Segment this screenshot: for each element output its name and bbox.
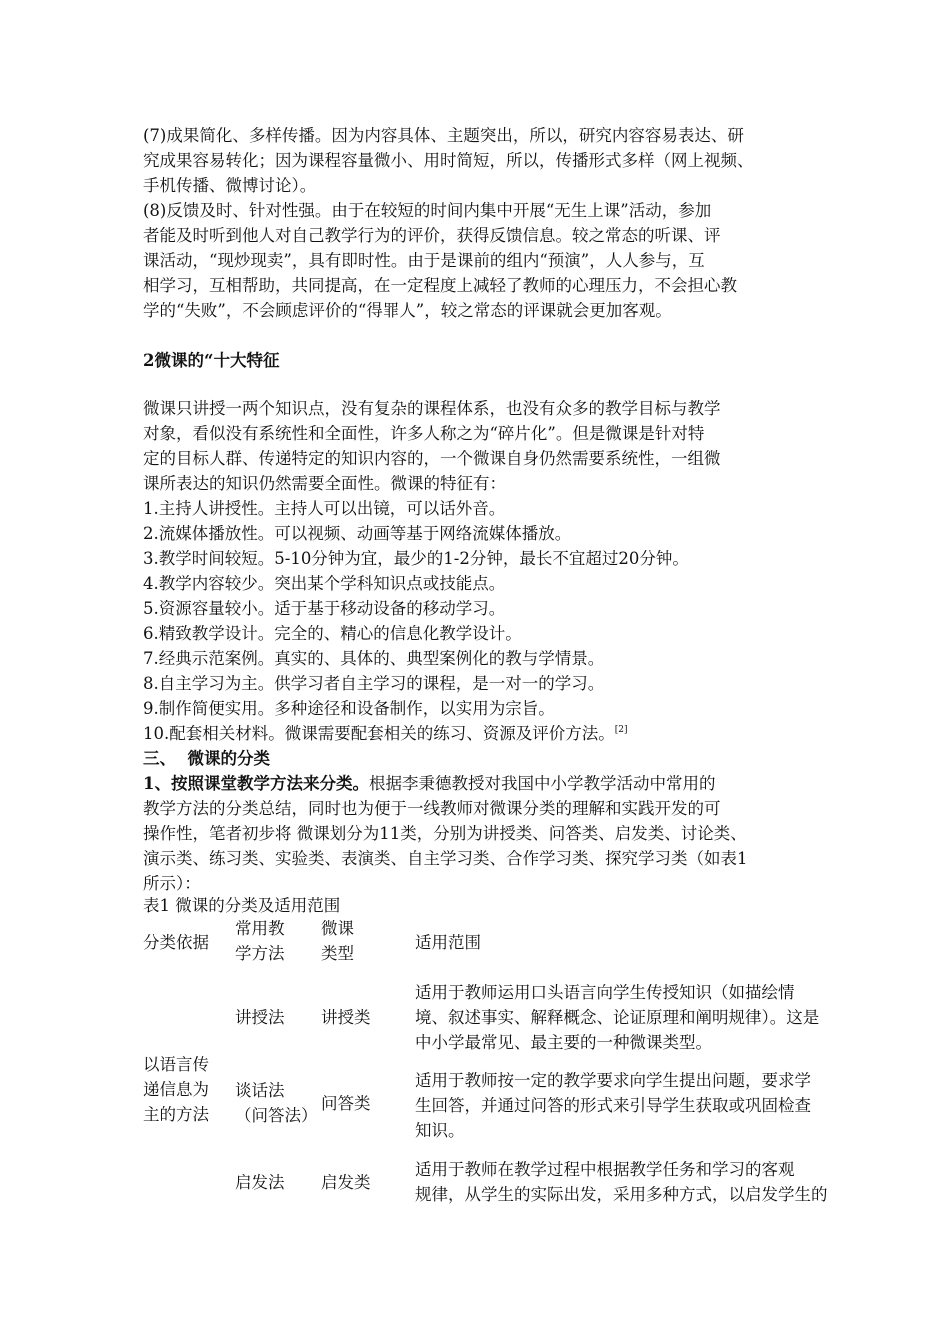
cell-line: 适用于教师在教学过程中根据教学任务和学习的客观	[415, 1160, 795, 1179]
text-line: 定的目标人群、传递特定的知识内容的，一个微课自身仍然需要系统性，一组微	[143, 449, 721, 468]
cell-line: 知识。	[415, 1121, 465, 1140]
table-row-method	[235, 1078, 318, 1128]
list-item: 5.资源容量较小。适于基于移动设备的移动学习。	[143, 599, 506, 618]
text-line: 演示类、练习类、实验类、表演类、自主学习类、合作学习类、探究学习类（如表1	[143, 849, 748, 868]
features-intro	[143, 396, 833, 496]
header-basis: 分类依据	[143, 933, 209, 952]
table-caption: 表1 微课的分类及适用范围	[143, 896, 341, 915]
paragraph-8	[143, 198, 833, 323]
table-row-scope	[415, 1068, 811, 1143]
header-line: 学方法	[235, 944, 285, 963]
section-heading-classification: 三、 微课的分类	[143, 749, 270, 768]
text-line: 手机传播、微博讨论）。	[143, 176, 317, 195]
cell-line: 生回答，并通过问答的形式来引导学生获取或巩固检查	[415, 1096, 811, 1115]
header-line: 常用教	[235, 919, 285, 938]
text-line: 教学方法的分类总结，同时也为便于一线教师对微课分类的理解和实践开发的可	[143, 799, 721, 818]
list-item: 3.教学时间较短。5-10分钟为宜，最少的1-2分钟，最长不宜超过20分钟。	[143, 549, 689, 568]
header-type	[321, 916, 354, 966]
features-list	[143, 496, 833, 746]
cell-line: 主的方法	[143, 1105, 209, 1124]
text-line: 对象，看似没有系统性和全面性，许多人称之为“碎片化”。但是微课是针对特	[143, 424, 705, 443]
text-span: 根据李秉德教授对我国中小学教学活动中常用的	[368, 774, 716, 793]
text-line: 学的“失败”，不会顾虑评价的“得罪人”，较之常态的评课就会更加客观。	[143, 301, 672, 320]
header-line: 微课	[321, 919, 354, 938]
list-item	[143, 721, 833, 746]
table-row-type: 讲授类	[321, 1008, 371, 1027]
text-line: 者能及时听到他人对自己教学行为的评价，获得反馈信息。较之常态的听课、评	[143, 226, 721, 245]
section-heading-features: 2微课的“十大特征	[143, 351, 280, 370]
table-row-scope	[415, 980, 819, 1055]
list-item: 7.经典示范案例。真实的、具体的、典型案例化的教与学情景。	[143, 649, 605, 668]
paragraph-7	[143, 123, 833, 198]
text-line: 所示）：	[143, 874, 201, 893]
group-basis	[143, 1052, 209, 1127]
list-item-text: 10.配套相关材料。微课需要配套相关的练习、资源及评价方法。	[143, 724, 615, 743]
cell-line: （问答法）	[235, 1106, 318, 1125]
list-item: 8.自主学习为主。供学习者自主学习的课程，是一对一的学习。	[143, 674, 605, 693]
citation-ref: [2]	[614, 725, 628, 735]
cell-line: 规律，从学生的实际出发，采用多种方式，以启发学生的	[415, 1185, 828, 1204]
table-row-type: 启发类	[321, 1173, 371, 1192]
list-item: 2.流媒体播放性。可以视频、动画等基于网络流媒体播放。	[143, 524, 572, 543]
classification-paragraph	[143, 771, 833, 896]
cell-line: 境、叙述事实、解释概念、论证原理和阐明规律）。这是	[415, 1008, 820, 1027]
text-line: 课活动，“现炒现卖”，具有即时性。由于是课前的组内“预演”，人人参与，互	[143, 251, 705, 270]
header-line: 类型	[321, 944, 354, 963]
text-line: 微课只讲授一两个知识点，没有复杂的课程体系，也没有众多的教学目标与教学	[143, 399, 721, 418]
table-row-scope	[415, 1157, 828, 1207]
table-row-type: 问答类	[321, 1094, 371, 1113]
list-item: 6.精致教学设计。完全的、精心的信息化教学设计。	[143, 624, 522, 643]
cell-line: 适用于教师按一定的教学要求向学生提出问题，要求学	[415, 1071, 811, 1090]
cell-line: 中小学最常见、最主要的一种微课类型。	[415, 1033, 712, 1052]
cell-line: 以语言传	[143, 1055, 209, 1074]
text-line: 课所表达的知识仍然需要全面性。微课的特征有：	[143, 474, 506, 493]
table-row-method: 讲授法	[235, 1008, 285, 1027]
text-line: (8)反馈及时、针对性强。由于在较短的时间内集中开展“无生上课”活动，参加	[143, 201, 712, 220]
cell-line: 递信息为	[143, 1080, 209, 1099]
text-line: 相学习，互相帮助，共同提高，在一定程度上减轻了教师的心理压力，不会担心教	[143, 276, 737, 295]
text-line: 操作性，笔者初步将 微课划分为11类，分别为讲授类、问答类、启发类、讨论类、	[143, 824, 747, 843]
header-scope: 适用范围	[415, 933, 481, 952]
list-item: 9.制作简便实用。多种途径和设备制作，以实用为宗旨。	[143, 699, 555, 718]
text-line: (7)成果简化、多样传播。因为内容具体、主题突出，所以，研究内容容易表达、研	[143, 126, 744, 145]
text-line: 究成果容易转化；因为课程容量微小、用时简短，所以，传播形式多样（网上视频、	[143, 151, 754, 170]
list-item: 4.教学内容较少。突出某个学科知识点或技能点。	[143, 574, 506, 593]
text-line	[143, 771, 833, 796]
classification-lead: 1、按照课堂教学方法来分类。	[143, 774, 369, 793]
cell-line: 适用于教师运用口头语言向学生传授知识（如描绘情	[415, 983, 795, 1002]
list-item: 1.主持人讲授性。主持人可以出镜，可以话外音。	[143, 499, 506, 518]
cell-line: 谈话法	[235, 1081, 285, 1100]
header-method	[235, 916, 285, 966]
table-row-method: 启发法	[235, 1173, 285, 1192]
